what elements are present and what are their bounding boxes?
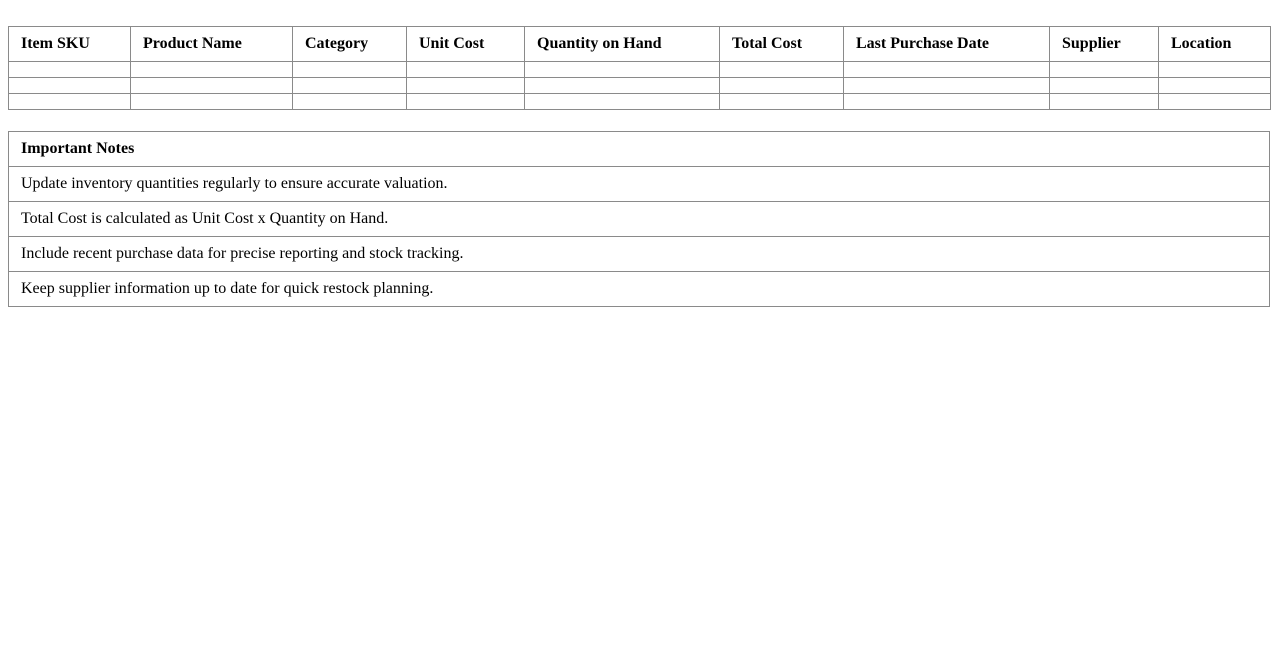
note-row	[9, 167, 1270, 202]
table-cell	[720, 62, 844, 78]
table-cell	[293, 94, 407, 110]
table-cell	[131, 94, 293, 110]
column-header-item-sku: Item SKU	[9, 27, 131, 62]
notes-heading-row	[9, 132, 1270, 167]
table-cell	[525, 62, 720, 78]
column-header-quantity-on-hand: Quantity on Hand	[525, 27, 720, 62]
table-cell	[525, 94, 720, 110]
table-cell	[525, 78, 720, 94]
note-text: Total Cost is calculated as Unit Cost x Quantity on Hand.	[9, 202, 1270, 237]
table-row	[9, 62, 1271, 78]
column-header-supplier: Supplier	[1050, 27, 1159, 62]
table-cell	[844, 78, 1050, 94]
table-cell	[1159, 62, 1271, 78]
table-cell	[9, 62, 131, 78]
table-row	[9, 94, 1271, 110]
table-cell	[720, 78, 844, 94]
note-text: Keep supplier information up to date for quick restock planning.	[9, 272, 1270, 307]
table-cell	[293, 78, 407, 94]
table-cell	[407, 78, 525, 94]
table-cell	[1159, 94, 1271, 110]
table-cell	[844, 62, 1050, 78]
column-header-total-cost: Total Cost	[720, 27, 844, 62]
table-cell	[9, 94, 131, 110]
note-row	[9, 272, 1270, 307]
table-cell	[1159, 78, 1271, 94]
notes-heading: Important Notes	[9, 132, 1270, 167]
table-cell	[131, 78, 293, 94]
column-header-last-purchase-date: Last Purchase Date	[844, 27, 1050, 62]
table-cell	[720, 94, 844, 110]
table-cell	[1050, 78, 1159, 94]
note-text: Include recent purchase data for precise reporting and stock tracking.	[9, 237, 1270, 272]
table-cell	[131, 62, 293, 78]
table-cell	[407, 62, 525, 78]
table-cell	[1050, 62, 1159, 78]
table-cell	[1050, 94, 1159, 110]
note-text: Update inventory quantities regularly to ensure accurate valuation.	[9, 167, 1270, 202]
table-cell	[9, 78, 131, 94]
notes-table	[8, 131, 1270, 307]
table-cell	[844, 94, 1050, 110]
inventory-table	[8, 26, 1271, 110]
table-header-row	[9, 27, 1271, 62]
column-header-category: Category	[293, 27, 407, 62]
column-header-unit-cost: Unit Cost	[407, 27, 525, 62]
column-header-location: Location	[1159, 27, 1271, 62]
table-row	[9, 78, 1271, 94]
note-row	[9, 202, 1270, 237]
table-cell	[293, 62, 407, 78]
table-cell	[407, 94, 525, 110]
column-header-product-name: Product Name	[131, 27, 293, 62]
note-row	[9, 237, 1270, 272]
